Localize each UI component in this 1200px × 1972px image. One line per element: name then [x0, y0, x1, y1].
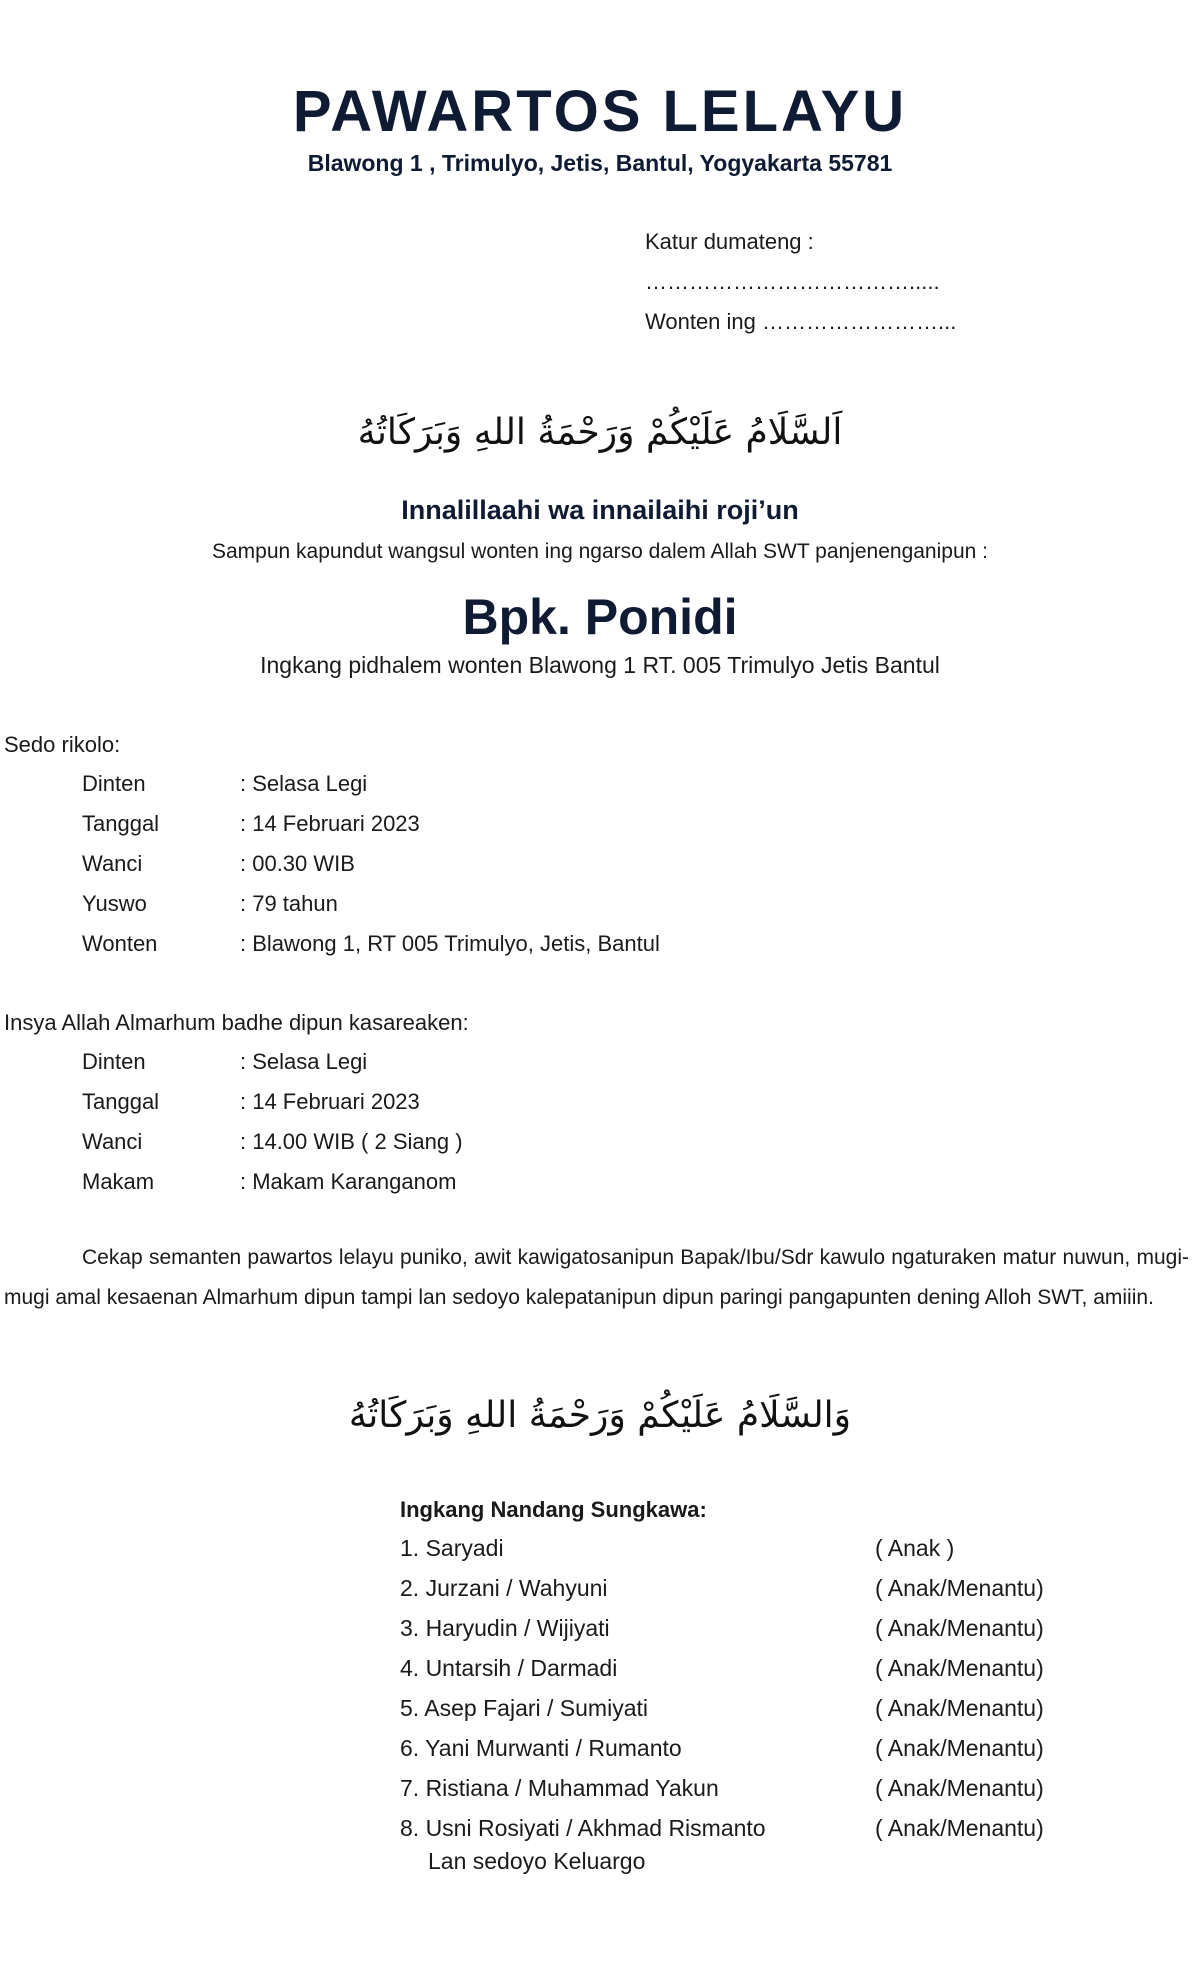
family-member-name: 1. Saryadi [400, 1534, 504, 1561]
recipient-block [645, 222, 956, 342]
family-member-relation: ( Anak/Menantu) [875, 1694, 1044, 1721]
burial-details-table [82, 1042, 463, 1202]
burial-label: Wanci [82, 1129, 143, 1154]
family-row [400, 1648, 1044, 1688]
family-member-relation: ( Anak/Menantu) [875, 1654, 1044, 1681]
burial-label: Makam [82, 1169, 155, 1194]
announcement-text: Sampun kapundut wangsul wonten ing ngarso dalem Allah SWT panjenenganipun : [212, 540, 988, 563]
opening-greeting-arabic: اَلسَّلَامُ عَلَيْكُمْ وَرَحْمَةُ اللهِ وَبَرَكَاتُهُ [357, 412, 843, 453]
burial-row [82, 1122, 463, 1162]
sedo-row [82, 924, 660, 964]
sedo-row [82, 804, 660, 844]
family-row [400, 1768, 1044, 1808]
family-member-relation: ( Anak/Menantu) [875, 1774, 1044, 1801]
family-heading: Ingkang Nandang Sungkawa: [400, 1497, 707, 1522]
sedo-row [82, 844, 660, 884]
sedo-value: : Blawong 1, RT 005 Trimulyo, Jetis, Bantul [240, 931, 660, 956]
sedo-value: : 79 tahun [240, 891, 338, 916]
family-row [400, 1568, 1044, 1608]
family-member-relation: ( Anak/Menantu) [875, 1574, 1044, 1601]
recipient-line-1: Katur dumateng : [645, 229, 814, 254]
family-closing: Lan sedoyo Keluargo [428, 1848, 646, 1874]
document-title: PAWARTOS LELAYU [292, 79, 908, 144]
burial-label: Tanggal [82, 1089, 160, 1114]
deceased-residence: Ingkang pidhalem wonten Blawong 1 RT. 005 Trimulyo Jetis Bantul [260, 652, 940, 678]
family-member-relation: ( Anak/Menantu) [875, 1734, 1044, 1761]
family-member-name: 6. Yani Murwanti / Rumanto [400, 1734, 682, 1761]
sedo-row [82, 884, 660, 924]
burial-row [82, 1042, 463, 1082]
family-member-name: 4. Untarsih / Darmadi [400, 1654, 618, 1681]
recipient-line-3: Wonten ing ……………………... [645, 309, 957, 334]
family-row [400, 1808, 1044, 1848]
burial-row [82, 1162, 463, 1202]
burial-value: : 14 Februari 2023 [240, 1089, 420, 1114]
sedo-label: Dinten [82, 771, 146, 796]
family-row [400, 1608, 1044, 1648]
document-address: Blawong 1 , Trimulyo, Jetis, Bantul, Yogyakarta 55781 [307, 150, 893, 176]
family-row [400, 1528, 1044, 1568]
burial-heading: Insya Allah Almarhum badhe dipun kasareaken: [4, 1010, 469, 1035]
family-row [400, 1688, 1044, 1728]
burial-value: : 14.00 WIB ( 2 Siang ) [240, 1129, 463, 1154]
family-member-relation: ( Anak/Menantu) [875, 1614, 1044, 1641]
family-member-name: 8. Usni Rosiyati / Akhmad Rismanto [400, 1814, 766, 1841]
closing-greeting-arabic: وَالسَّلَامُ عَلَيْكُمْ وَرَحْمَةُ اللهِ وَبَرَكَاتُهُ [348, 1395, 852, 1436]
burial-value: : Selasa Legi [240, 1049, 368, 1074]
sedo-details-table [82, 764, 660, 964]
sedo-label: Yuswo [82, 891, 147, 916]
family-member-name: 3. Haryudin / Wijiyati [400, 1614, 610, 1641]
burial-row [82, 1082, 463, 1122]
family-member-relation: ( Anak ) [875, 1534, 955, 1561]
burial-label: Dinten [82, 1049, 146, 1074]
sedo-value: : 00.30 WIB [240, 851, 355, 876]
sedo-row [82, 764, 660, 804]
sedo-label: Wonten [82, 931, 158, 956]
family-member-relation: ( Anak/Menantu) [875, 1814, 1044, 1841]
sedo-heading: Sedo rikolo: [4, 732, 121, 757]
innalillahi-heading: Innalillaahi wa innailaihi roji’un [401, 495, 799, 525]
family-table [400, 1528, 1044, 1848]
sedo-value: : 14 Februari 2023 [240, 811, 420, 836]
sedo-label: Wanci [82, 851, 143, 876]
deceased-name: Bpk. Ponidi [462, 589, 738, 645]
sedo-label: Tanggal [82, 811, 160, 836]
family-member-name: 2. Jurzani / Wahyuni [400, 1574, 608, 1601]
recipient-line-2: ………………………………..... [645, 269, 940, 294]
family-member-name: 7. Ristiana / Muhammad Yakun [400, 1774, 719, 1801]
burial-value: : Makam Karanganom [240, 1169, 457, 1194]
family-row [400, 1728, 1044, 1768]
family-member-name: 5. Asep Fajari / Sumiyati [400, 1694, 648, 1721]
sedo-value: : Selasa Legi [240, 771, 368, 796]
closing-paragraph: Cekap semanten pawartos lelayu puniko, awit kawigatosanipun Bapak/Ibu/Sdr kawulo ngaturaken matur nuwun, mugi-mugi amal kesaenan Almarhum dipun tampi lan sedoyo kalepatanipun dipun paringi pangapunten dening Alloh SWT, amiiin. [4, 1246, 1189, 1309]
